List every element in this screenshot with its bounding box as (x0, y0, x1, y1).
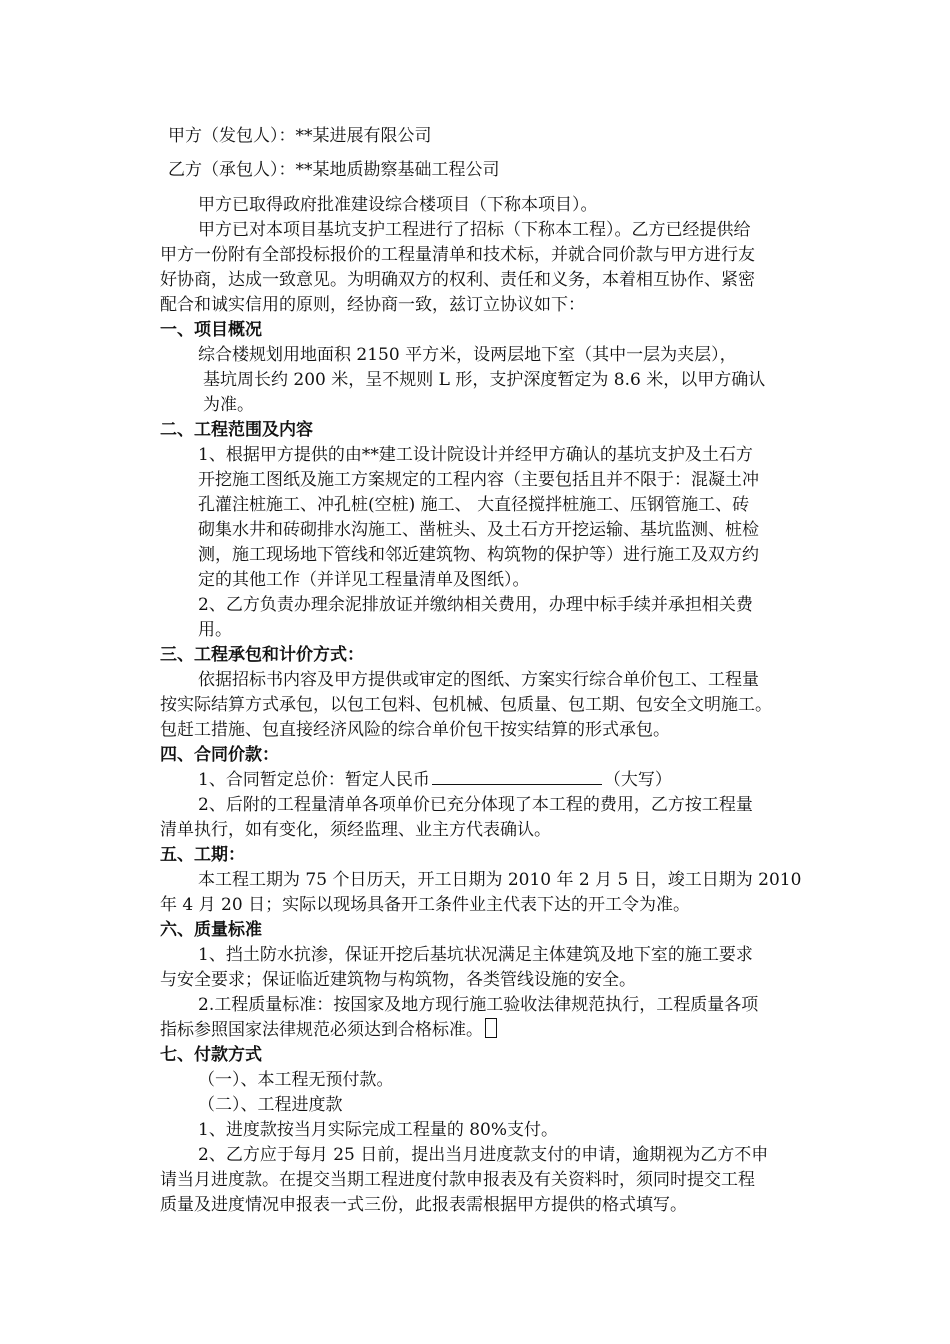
contract-amount-blank (432, 768, 602, 785)
section-2-line: 测，施工现场地下管线和邻近建筑物、构筑物的保护等）进行施工及双方约 (198, 545, 759, 565)
section-4-line: 清单执行，如有变化，须经监理、业主方代表确认。 (160, 820, 551, 840)
section-2-line: 砌集水井和砖砌排水沟施工、凿桩头、及土石方开挖运输、基坑监测、桩检 (198, 520, 759, 540)
section-5-line: 本工程工期为 75 个日历天，开工日期为 2010 年 2 月 5 日，竣工日期为 2010 (198, 870, 802, 890)
section-7-line: 质量及进度情况申报表一式三份，此报表需根据甲方提供的格式填写。 (160, 1195, 687, 1215)
contract-total-suffix: （大写） (603, 770, 672, 790)
section-2-line: 开挖施工图纸及施工方案规定的工程内容（主要包括且并不限于：混凝土冲 (198, 470, 759, 490)
section-7-line: （一）、本工程无预付款。 (198, 1070, 394, 1090)
section-heading-scope: 二、工程范围及内容 (160, 420, 313, 440)
intro-paragraph-1: 甲方已取得政府批准建设综合楼项目（下称本项目）。 (198, 195, 598, 215)
section-3-line: 包赶工措施、包直接经济风险的综合单价包干按实结算的形式承包。 (160, 720, 670, 740)
section-1-line: 综合楼规划用地面积 2150 平方米，设两层地下室（其中一层为夹层）， (198, 345, 737, 365)
section-6-last-line (160, 1018, 497, 1042)
section-3-line: 按实际结算方式承包，以包工包料、包机械、包质量、包工期、包安全文明施工。 (160, 695, 772, 715)
section-6-line: 指标参照国家法律规范必须达到合格标准。 (160, 1020, 483, 1040)
section-1-line: 基坑周长约 200 米，呈不规则 L 形，支护深度暂定为 8.6 米，以甲方确认 (203, 370, 766, 390)
section-7-line: 1、进度款按当月实际完成工程量的 80%支付。 (198, 1120, 559, 1140)
intro-paragraph-2-line: 甲方已对本项目基坑支护工程进行了招标（下称本工程）。乙方已经提供给 (198, 220, 751, 240)
contract-total-label: 1、合同暂定总价：暂定人民币 (198, 770, 430, 790)
section-1-line: 为准。 (203, 395, 254, 415)
section-3-line: 依据招标书内容及甲方提供或审定的图纸、方案实行综合单价包工、工程量 (198, 670, 759, 690)
section-6-line: 与安全要求；保证临近建筑物与构筑物，各类管线设施的安全。 (160, 970, 636, 990)
section-2-line: 2、乙方负责办理余泥排放证并缴纳相关费用，办理中标手续并承担相关费 (198, 595, 753, 615)
section-7-line: 请当月进度款。在提交当期工程进度付款申报表及有关资料时，须同时提交工程 (160, 1170, 755, 1190)
section-heading-duration: 五、工期： (160, 845, 245, 865)
section-2-line: 1、根据甲方提供的由**建工设计院设计并经甲方确认的基坑支护及土石方 (198, 445, 753, 465)
party-b-line: 乙方（承包人）：**某地质勘察基础工程公司 (168, 160, 500, 180)
section-2-line: 孔灌注桩施工、冲孔桩(空桩) 施工、 大直径搅拌桩施工、压钢管施工、砖 (198, 495, 750, 515)
section-2-line: 用。 (198, 620, 232, 640)
section-heading-contracting-pricing: 三、工程承包和计价方式： (160, 645, 364, 665)
section-heading-contract-price: 四、合同价款： (160, 745, 279, 765)
section-6-line: 1、挡土防水抗渗，保证开挖后基坑状况满足主体建筑及地下室的施工要求 (198, 945, 753, 965)
section-7-line: （二）、工程进度款 (198, 1095, 343, 1115)
intro-paragraph-2-line: 配合和诚实信用的原则，经协商一致，兹订立协议如下： (160, 295, 585, 315)
section-2-line: 定的其他工作（并详见工程量清单及图纸）。 (198, 570, 530, 590)
contract-total-line (198, 768, 672, 792)
placeholder-box-glyph (485, 1018, 497, 1038)
section-6-line: 2.工程质量标准：按国家及地方现行施工验收法律规范执行，工程质量各项 (198, 995, 759, 1015)
section-heading-quality: 六、质量标准 (160, 920, 262, 940)
section-heading-payment: 七、付款方式 (160, 1045, 262, 1065)
section-heading-project-overview: 一、项目概况 (160, 320, 262, 340)
section-4-line: 2、后附的工程量清单各项单价已充分体现了本工程的费用，乙方按工程量 (198, 795, 753, 815)
section-5-line: 年 4 月 20 日；实际以现场具备开工条件业主代表下达的开工令为准。 (160, 895, 691, 915)
section-7-line: 2、乙方应于每月 25 日前，提出当月进度款支付的申请，逾期视为乙方不申 (198, 1145, 769, 1165)
intro-paragraph-2-line: 好协商，达成一致意见。为明确双方的权利、责任和义务，本着相互协作、紧密 (160, 270, 755, 290)
intro-paragraph-2-line: 甲方一份附有全部投标报价的工程量清单和技术标，并就合同价款与甲方进行友 (160, 245, 755, 265)
party-a-line: 甲方（发包人）：**某进展有限公司 (168, 126, 432, 146)
